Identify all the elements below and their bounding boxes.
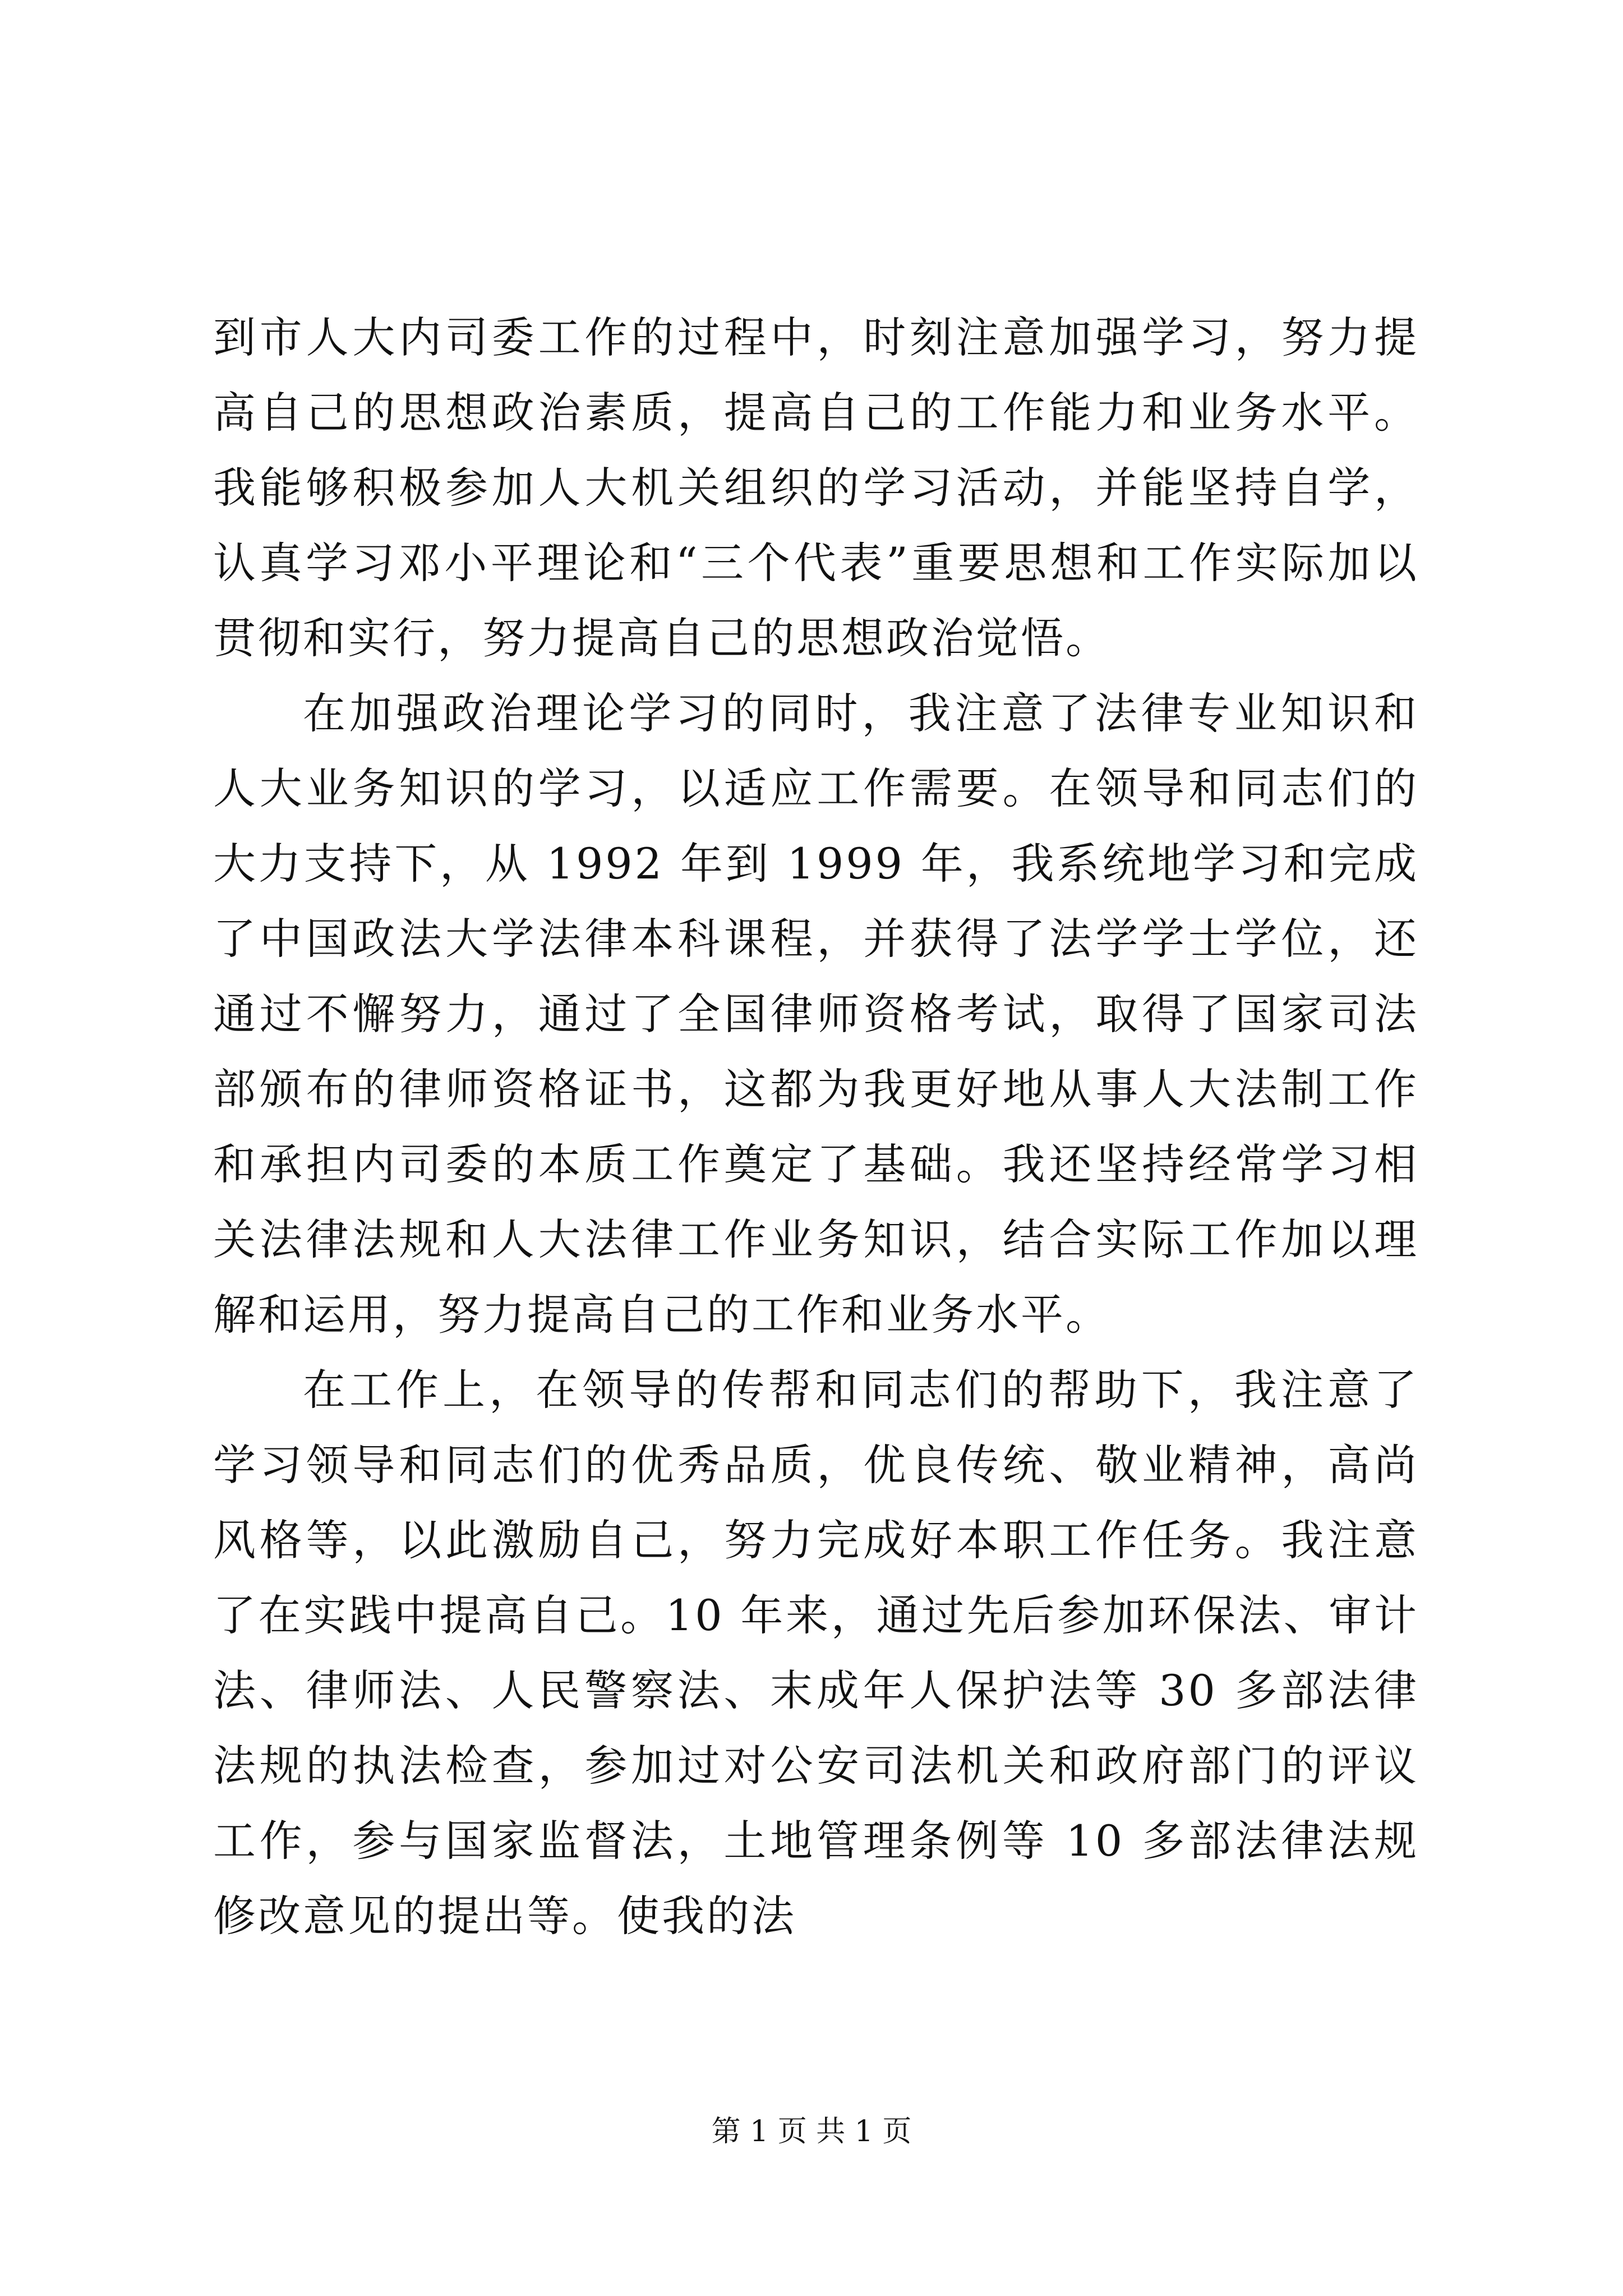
- page-footer: 第 1 页 共 1 页: [711, 2115, 912, 2148]
- document-body: [213, 300, 1419, 1954]
- paragraph-3: 在工作上，在领导的传帮和同志们的帮助下，我注意了学习领导和同志们的优秀品质，优良传统、敬业精神，高尚风格等，以此激励自己，努力完成好本职工作任务。我注意了在实践中提高自己。10 年来，通过先后参加环保法、审计法、律师法、人民警察法、末成年人保护法等 30 多部法律法规的执法检查，参加过对公安司法机关和政府部门的评议工作，参与国家监督法，土地管理条例等 10 多部法律法规修改意见的提出等。使我的法: [213, 1365, 1419, 1941]
- paragraph-1: 到市人大内司委工作的过程中，时刻注意加强学习，努力提高自己的思想政治素质，提高自己的工作能力和业务水平。我能够积极参加人大机关组织的学习活动，并能坚持自学，认真学习邓小平理论和“三个代表”重要思想和工作实际加以贯彻和实行，努力提高自己的思想政治觉悟。: [213, 312, 1419, 663]
- paragraph-2: 在加强政治理论学习的同时，我注意了法律专业知识和人大业务知识的学习，以适应工作需要。在领导和同志们的大力支持下，从 1992 年到 1999 年，我系统地学习和完成了中国政法大学法律本科课程，并获得了法学学士学位，还通过不懈努力，通过了全国律师资格考试，取得了国家司法部颁布的律师资格证书，这都为我更好地从事人大法制工作和承担内司委的本质工作奠定了基础。我还坚持经常学习相关法律法规和人大法律工作业务知识，结合实际工作加以理解和运用，努力提高自己的工作和业务水平。: [213, 688, 1419, 1340]
